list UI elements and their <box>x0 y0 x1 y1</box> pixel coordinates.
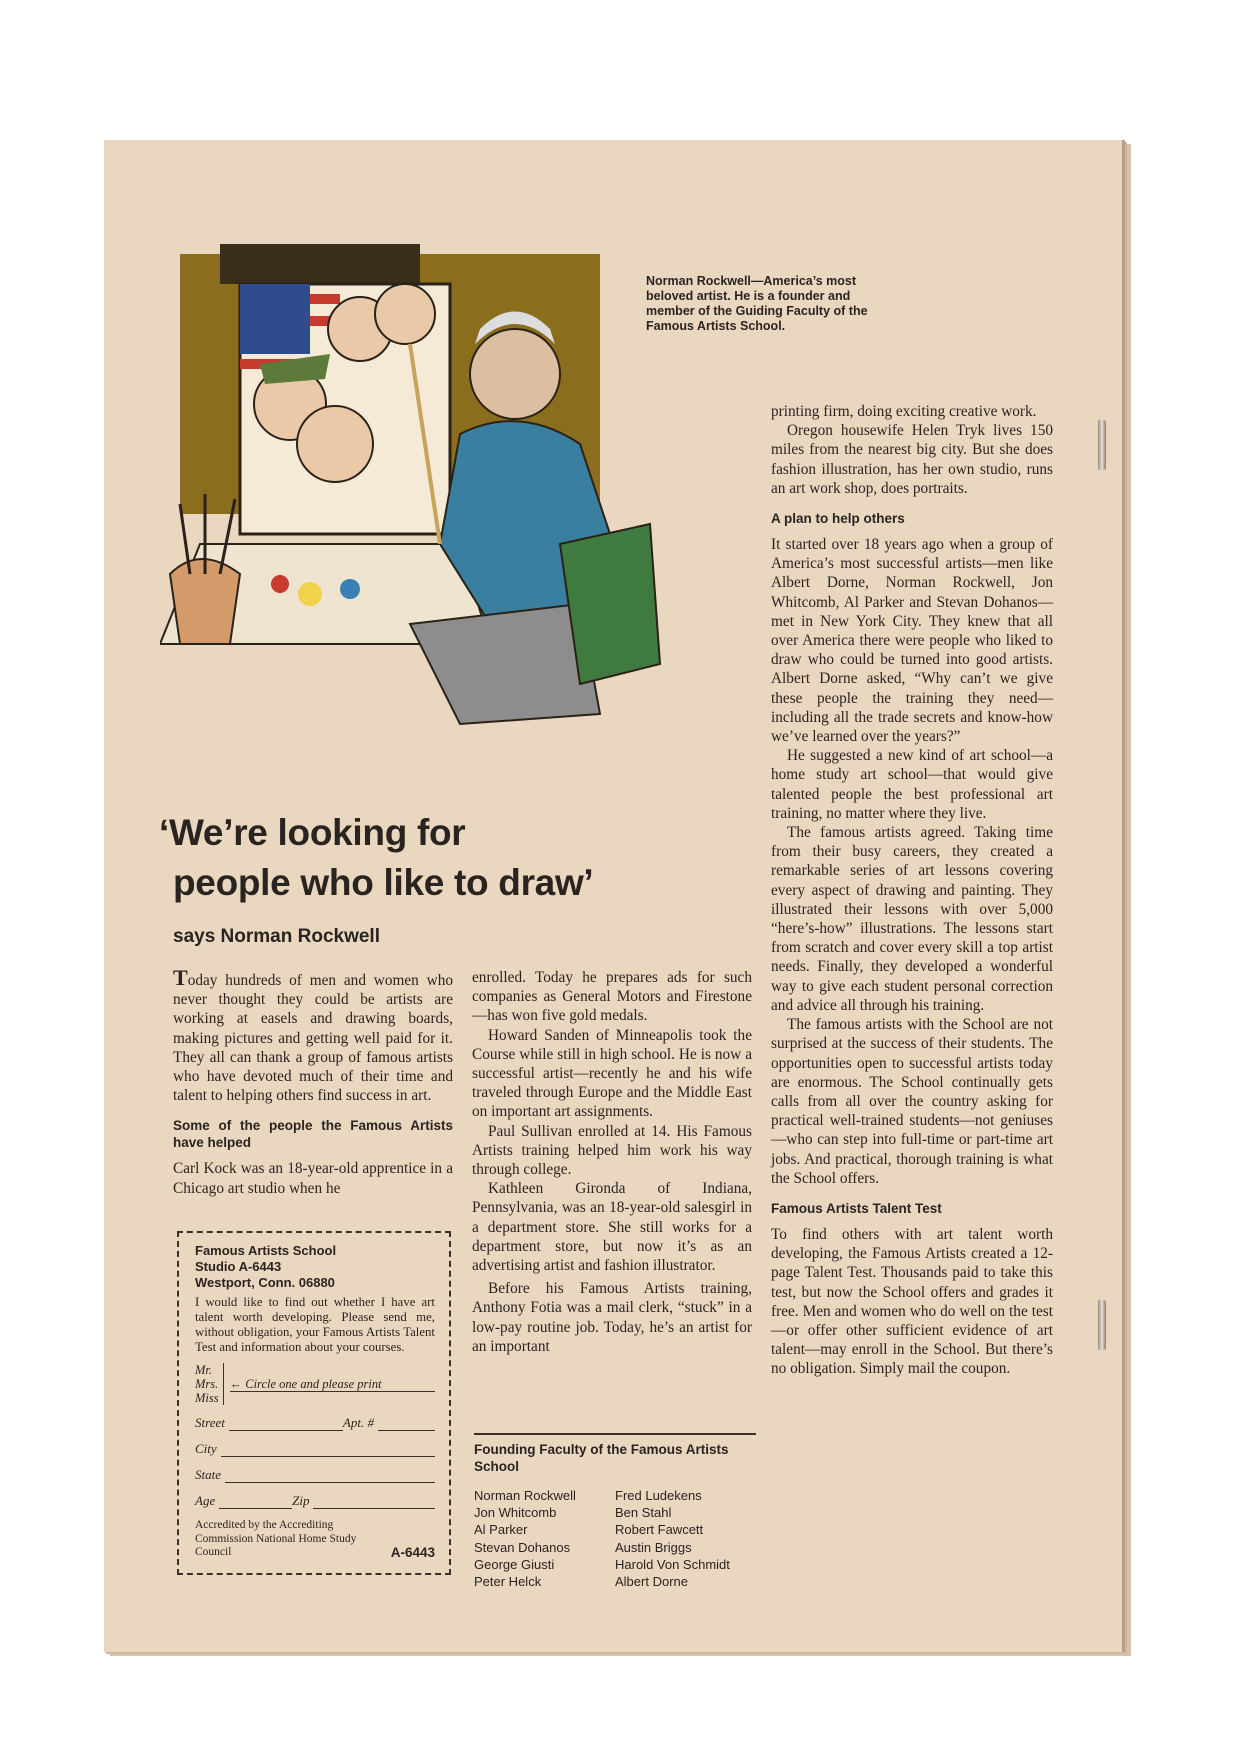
column-2 <box>472 968 752 1356</box>
circle-note: ← Circle one and please print <box>229 1376 382 1391</box>
paragraph: printing firm, doing exciting creative work. <box>771 403 1037 420</box>
faculty-name: Al Parker <box>474 1522 528 1538</box>
coupon-address-line: Westport, Conn. 06880 <box>195 1275 335 1290</box>
column-3 <box>771 402 1053 1379</box>
faculty-name: Harold Von Schmidt <box>615 1556 730 1572</box>
faculty-name: Stevan Dohanos <box>474 1539 571 1555</box>
paragraph: Paul Sullivan enrolled at 14. His Famous Artists training helped him work his way through college. <box>472 1122 752 1179</box>
paragraph: The famous artists agreed. Taking time from their busy careers, they created a remarkable series of art lessons covering every aspect of drawing and painting. They illustrated their lessons with over 5,000 “here’s-how” illustrations. The lessons start from scratch and cover every skill a top artist needs. Finally, they developed a wonderful way to give each student personal correction and advice all through his training. <box>771 824 1053 1014</box>
illustration-caption: Norman Rockwell—America’s most beloved artist. He is a founder and member of the Guiding Faculty of the Famous Artists School. <box>646 274 868 333</box>
subhead-plan: A plan to help others <box>771 511 905 527</box>
faculty-name: Fred Ludekens <box>615 1488 702 1503</box>
age-zip-field[interactable]: Age Zip <box>195 1493 435 1509</box>
rockwell-painting-illustration <box>160 244 720 764</box>
byline: says Norman Rockwell <box>173 926 380 947</box>
name-field[interactable] <box>230 1377 435 1392</box>
coupon-intro: I would like to find out whether I have art talent worth developing. Please send me, without obligation, your Famous Artists Talent Test and information about your courses. <box>195 1295 435 1354</box>
faculty-name: Robert Fawcett <box>615 1522 704 1538</box>
faculty-title: Founding Faculty of the Famous Artists School <box>474 1442 729 1474</box>
headline-line-2: people who like to draw’ <box>173 862 594 903</box>
founding-faculty <box>474 1433 756 1590</box>
paragraph: Oregon housewife Helen Tryk lives 150 miles from the nearest big city. But she does fashion illustration, has her own studio, runs an art work shop, does portraits. <box>771 422 1053 497</box>
faculty-name: Peter Helck <box>474 1574 542 1590</box>
paragraph: Kathleen Gironda of Indiana, Pennsylvania, was an 18-year-old salesgirl in a department store. She still works for a department store, but now it’s as an advertising artist and fashion illustrator. <box>472 1180 752 1275</box>
paragraph: Before his Famous Artists training, Anthony Fotia was a mail clerk, “stuck” in a low-pay routine job. Today, he’s an artist for an important <box>472 1280 752 1355</box>
drop-cap: T <box>173 965 188 990</box>
paragraph: To find others with art talent worth developing, the Famous Artists created a 12-page Talent Test. Thousands paid to take this test, but now the School offers and grades it free. Men and women who do well on the test—or offer other sufficient evidence of art talent—may enroll in the School. But there’s no obligation. Simply mail the coupon. <box>771 1225 1053 1378</box>
title-option-miss[interactable]: Miss <box>195 1391 219 1405</box>
paragraph: It started over 18 years ago when a group of America’s most successful artists—men like Albert Dorne, Norman Rockwell, Jon Whitcomb, Al Parker and Stevan Dohanos—met in New York City. They knew that all over America there were people who liked to draw who could be turned into good artists. Albert Dorne asked, “Why can’t we give these people the training they need—including all the trade secrets and know-how we’ve learned over the years?” <box>771 536 1053 746</box>
state-field[interactable]: State <box>195 1467 435 1483</box>
city-field[interactable]: City <box>195 1441 435 1457</box>
faculty-name: Austin Briggs <box>615 1539 692 1555</box>
coupon-address-line: Studio A-6443 <box>195 1259 282 1274</box>
title-option-mrs[interactable]: Mrs. <box>195 1377 219 1391</box>
title-option-mr[interactable]: Mr. <box>195 1363 213 1377</box>
faculty-name: Norman Rockwell <box>474 1488 576 1503</box>
intro-paragraph: Today hundreds of men and women who never thought they could be artists are working at easels and drawing boards, making pictures and getting well paid for it. They all can thank a group of famous artists who have devoted much of their time and talent to helping others find success in art. <box>173 965 453 1105</box>
faculty-list-left <box>474 1487 615 1590</box>
paragraph: Howard Sanden of Minneapolis took the Course while still in high school. He is now a successful artist—recently he and his wife traveled through Europe and the Middle East on important art assignments. <box>472 1026 752 1121</box>
column-1 <box>173 965 453 1198</box>
coupon-code: A-6443 <box>390 1544 435 1560</box>
mail-coupon[interactable] <box>177 1231 451 1575</box>
headline-line-1: ‘We’re looking for <box>159 812 466 853</box>
faculty-name: George Giusti <box>474 1556 555 1572</box>
faculty-name: Jon Whitcomb <box>474 1505 557 1521</box>
paragraph: enrolled. Today he prepares ads for such companies as General Motors and Firestone—has won five gold medals. <box>472 969 752 1025</box>
faculty-name: Ben Stahl <box>615 1505 672 1521</box>
headline <box>159 808 719 908</box>
subhead-talent-test: Famous Artists Talent Test <box>771 1200 942 1216</box>
accreditation-note: Accredited by the Accrediting Commission National Home Study Council <box>195 1519 357 1558</box>
faculty-list-right <box>615 1487 756 1590</box>
staple-top <box>1098 420 1106 470</box>
paragraph-carl-kock: Carl Kock was an 18-year-old apprentice in a Chicago art studio when he <box>173 1160 453 1197</box>
paragraph: The famous artists with the School are not surprised at the success of their students. The opportunities open to successful artists today are enormous. The School continually gets calls from all over the country asking for practical well-trained students—not geniuses—who can step into full-time or part-time art jobs. And practical, thorough training is what the School offers. <box>771 1016 1053 1187</box>
subhead-people-helped: Some of the people the Famous Artists have helped <box>173 1118 453 1151</box>
staple-bottom <box>1098 1300 1106 1350</box>
paragraph: He suggested a new kind of art school—a home study art school—that would give talented people the best professional art training, no matter where they live. <box>771 747 1053 822</box>
street-field[interactable]: Street Apt. # <box>195 1415 435 1431</box>
title-selector[interactable] <box>195 1363 435 1405</box>
faculty-name: Albert Dorne <box>615 1574 688 1590</box>
coupon-address-line: Famous Artists School <box>195 1243 337 1258</box>
